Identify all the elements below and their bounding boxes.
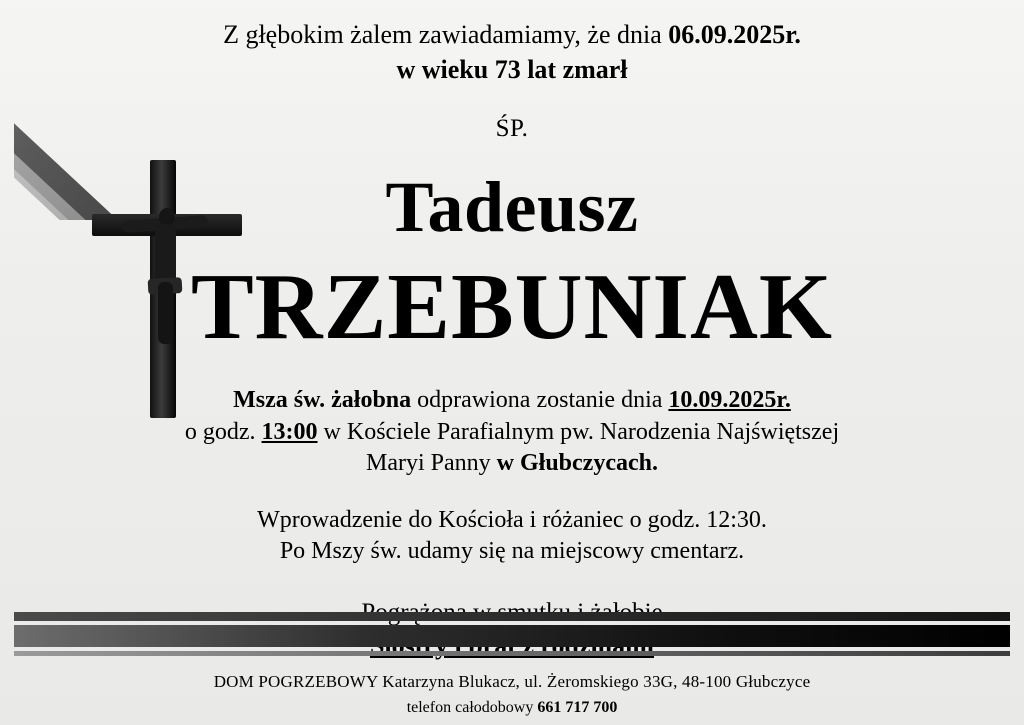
deceased-last-name: TRZEBUNIAK	[190, 254, 834, 359]
intro-line-1	[0, 18, 1024, 51]
footer-divider	[14, 612, 1010, 656]
mass-church-cont: Maryi Panny	[366, 450, 497, 477]
divider-bar-thin-top	[14, 612, 1010, 621]
deceased-first-name: Tadeusz	[385, 166, 639, 247]
mass-line-1-rest: odprawiona zostanie dnia	[411, 387, 669, 413]
death-date: 06.09.2025r.	[668, 20, 801, 49]
honorific-label: ŚP.	[495, 114, 529, 142]
intro-line-2: w wieku 73 lat zmarł	[396, 55, 628, 85]
mass-time: 13:00	[261, 418, 318, 445]
cemetery-line: Po Mszy św. udamy się na miejscowy cmentarz.	[279, 537, 745, 564]
phone-label: telefon całodobowy	[406, 699, 538, 717]
mass-label: Msza św. żałobna	[233, 387, 412, 413]
footer-block	[0, 668, 1024, 721]
notice-text-block	[0, 18, 1024, 662]
mass-date: 10.09.2025r.	[668, 387, 791, 413]
mass-line-2	[0, 417, 1024, 448]
mass-city: w Głubczycach.	[496, 450, 658, 477]
additional-details	[0, 505, 1024, 566]
mass-details	[0, 385, 1024, 479]
divider-bar-thick	[14, 625, 1010, 647]
phone-number: 661 717 700	[537, 699, 618, 717]
divider-bar-thin-bottom	[14, 651, 1010, 656]
mass-church: w Kościele Parafialnym pw. Narodzenia Najświętszej	[317, 418, 840, 445]
funeral-home-info: DOM POGRZEBOWY Katarzyna Blukacz, ul. Żeromskiego 33G, 48-100 Głubczyce	[213, 672, 811, 691]
intro-text: Z głębokim żalem zawiadamiamy, że dnia	[223, 20, 669, 49]
mass-time-prefix: o godz.	[184, 418, 262, 445]
rosary-line: Wprowadzenie do Kościoła i różaniec o godz. 12:30.	[257, 507, 767, 534]
mass-line-3	[0, 448, 1024, 479]
footer-phone	[0, 695, 1024, 721]
mass-line-1	[0, 385, 1024, 416]
